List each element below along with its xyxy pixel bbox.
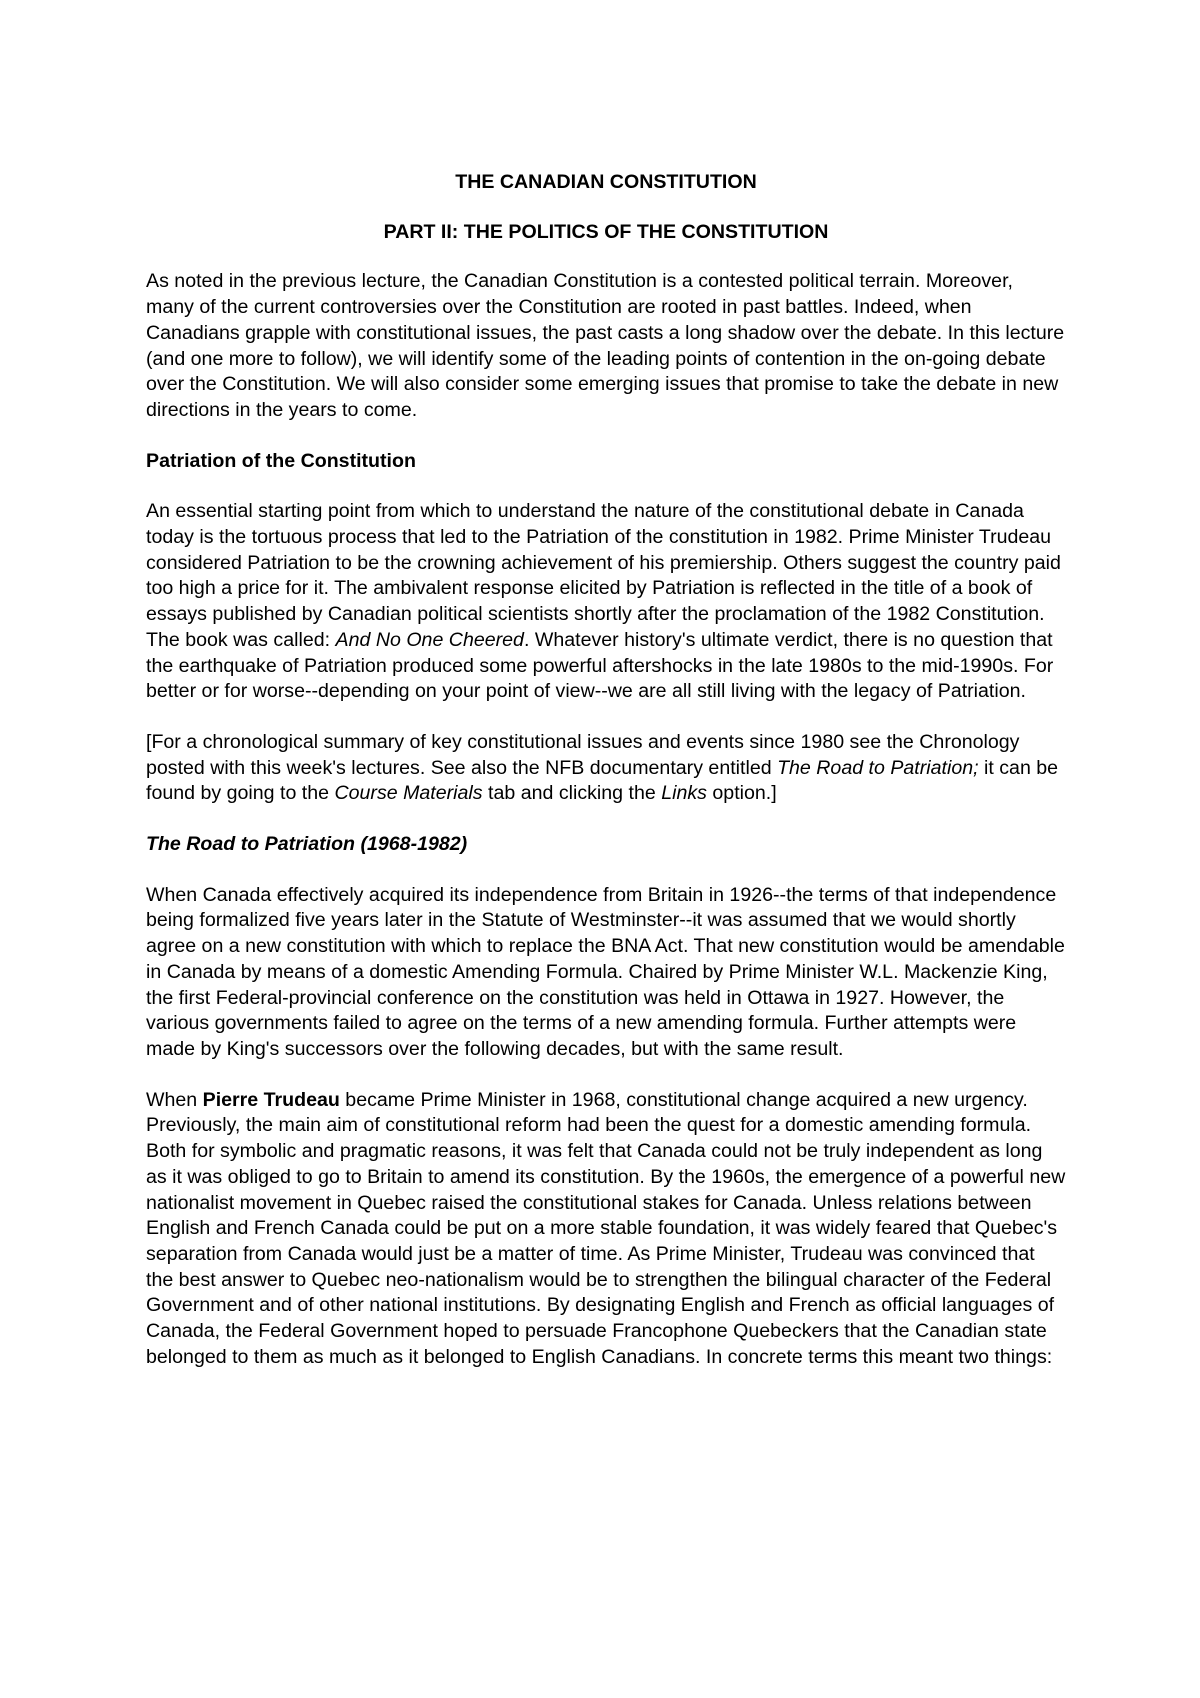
- document-title: THE CANADIAN CONSTITUTION: [455, 171, 757, 193]
- trudeau-name: Pierre Trudeau: [202, 1088, 340, 1111]
- note-text-c: tab and clicking the: [482, 782, 662, 805]
- section-heading-patriation: Patriation of the Constitution: [146, 449, 416, 472]
- patriation-paragraph: [146, 499, 1066, 705]
- trudeau-paragraph: [146, 1088, 1066, 1371]
- note-text-a: [For a chronological summary of key constitutional issues and events since 1980 see the Chronology posted with this week's lectures. See also the NFB documentary entitled: [146, 730, 1020, 779]
- intro-paragraph: As noted in the previous lecture, the Canadian Constitution is a contested political terrain. Moreover, many of the current controversies over the Constitution are rooted in past battles. Indeed, when Canadians grapple with constitutional issues, the past casts a long shadow over the debate. In this lecture (and one more to follow), we will identify some of the leading points of contention in the on-going debate over the Constitution. We will also consider some emerging issues that promise to take the debate in new directions in the years to come.: [146, 270, 1065, 421]
- patriation-text-a: An essential starting point from which to understand the nature of the constitutional debate in Canada today is the tortuous process that led to the Patriation of the constitution in 1982. Prime Minister Trudeau considered Patriation to be the crowning achievement of his premiership. Others suggest the country paid too high a price for it. The ambivalent response elicited by Patriation is reflected in the title of a book of essays published by Canadian political scientists shortly after the proclamation of the 1982 Constitution. The book was called:: [146, 500, 1061, 651]
- document-page: [146, 170, 1066, 1395]
- trudeau-text-a: When: [146, 1088, 203, 1111]
- document-subtitle: PART II: THE POLITICS OF THE CONSTITUTION: [383, 220, 829, 243]
- links-option-ref: Links: [661, 782, 707, 805]
- film-title: The Road to Patriation;: [777, 756, 979, 779]
- patriation-text-b: . Whatever history's ultimate verdict, there is no question that the earthquake of Patriation produced some powerful aftershocks in the late 1980s to the mid-1990s. For better or for worse--depending on your point of view--we are all still living with the legacy of Patriation.: [146, 628, 1054, 703]
- note-text-b: it can be found by going to the: [146, 756, 1059, 805]
- section-heading-road-to-patriation: The Road to Patriation (1968-1982): [146, 833, 468, 856]
- note-text-d: option.]: [706, 782, 777, 805]
- chronology-note: [146, 730, 1066, 807]
- trudeau-text-b: became Prime Minister in 1968, constitutional change acquired a new urgency. Previously, the main aim of constitutional reform had been the quest for a domestic amending formula. Both for symbolic and pragmatic reasons, it was felt that Canada could not be truly independent as long as it was obliged to go to Britain to amend its constitution. By the 1960s, the emergence of a powerful new nationalist movement in Quebec raised the constitutional stakes for Canada. Unless relations between English and French Canada could be put on a more stable foundation, it was widely feared that Quebec's separation from Canada would just be a matter of time. As Prime Minister, Trudeau was convinced that the best answer to Quebec neo-nationalism would be to strengthen the bilingual character of the Federal Government and of other national institutions. By designating English and French as official languages of Canada, the Federal Government hoped to persuade Francophone Quebeckers that the Canadian state belonged to them as much as it belonged to English Canadians. In concrete terms this meant two things:: [146, 1088, 1066, 1368]
- course-materials-tab-ref: Course Materials: [334, 782, 483, 805]
- book-title: And No One Cheered: [335, 628, 524, 651]
- independence-paragraph: When Canada effectively acquired its independence from Britain in 1926--the terms of that independence being formalized five years later in the Statute of Westminster--it was assumed that we would shortly agree on a new constitution with which to replace the BNA Act. That new constitution would be amendable in Canada by means of a domestic Amending Formula. Chaired by Prime Minister W.L. Mackenzie King, the first Federal-provincial conference on the constitution was held in Ottawa in 1927. However, the various governments failed to agree on the terms of a new amending formula. Further attempts were made by King's successors over the following decades, but with the same result.: [146, 883, 1065, 1060]
